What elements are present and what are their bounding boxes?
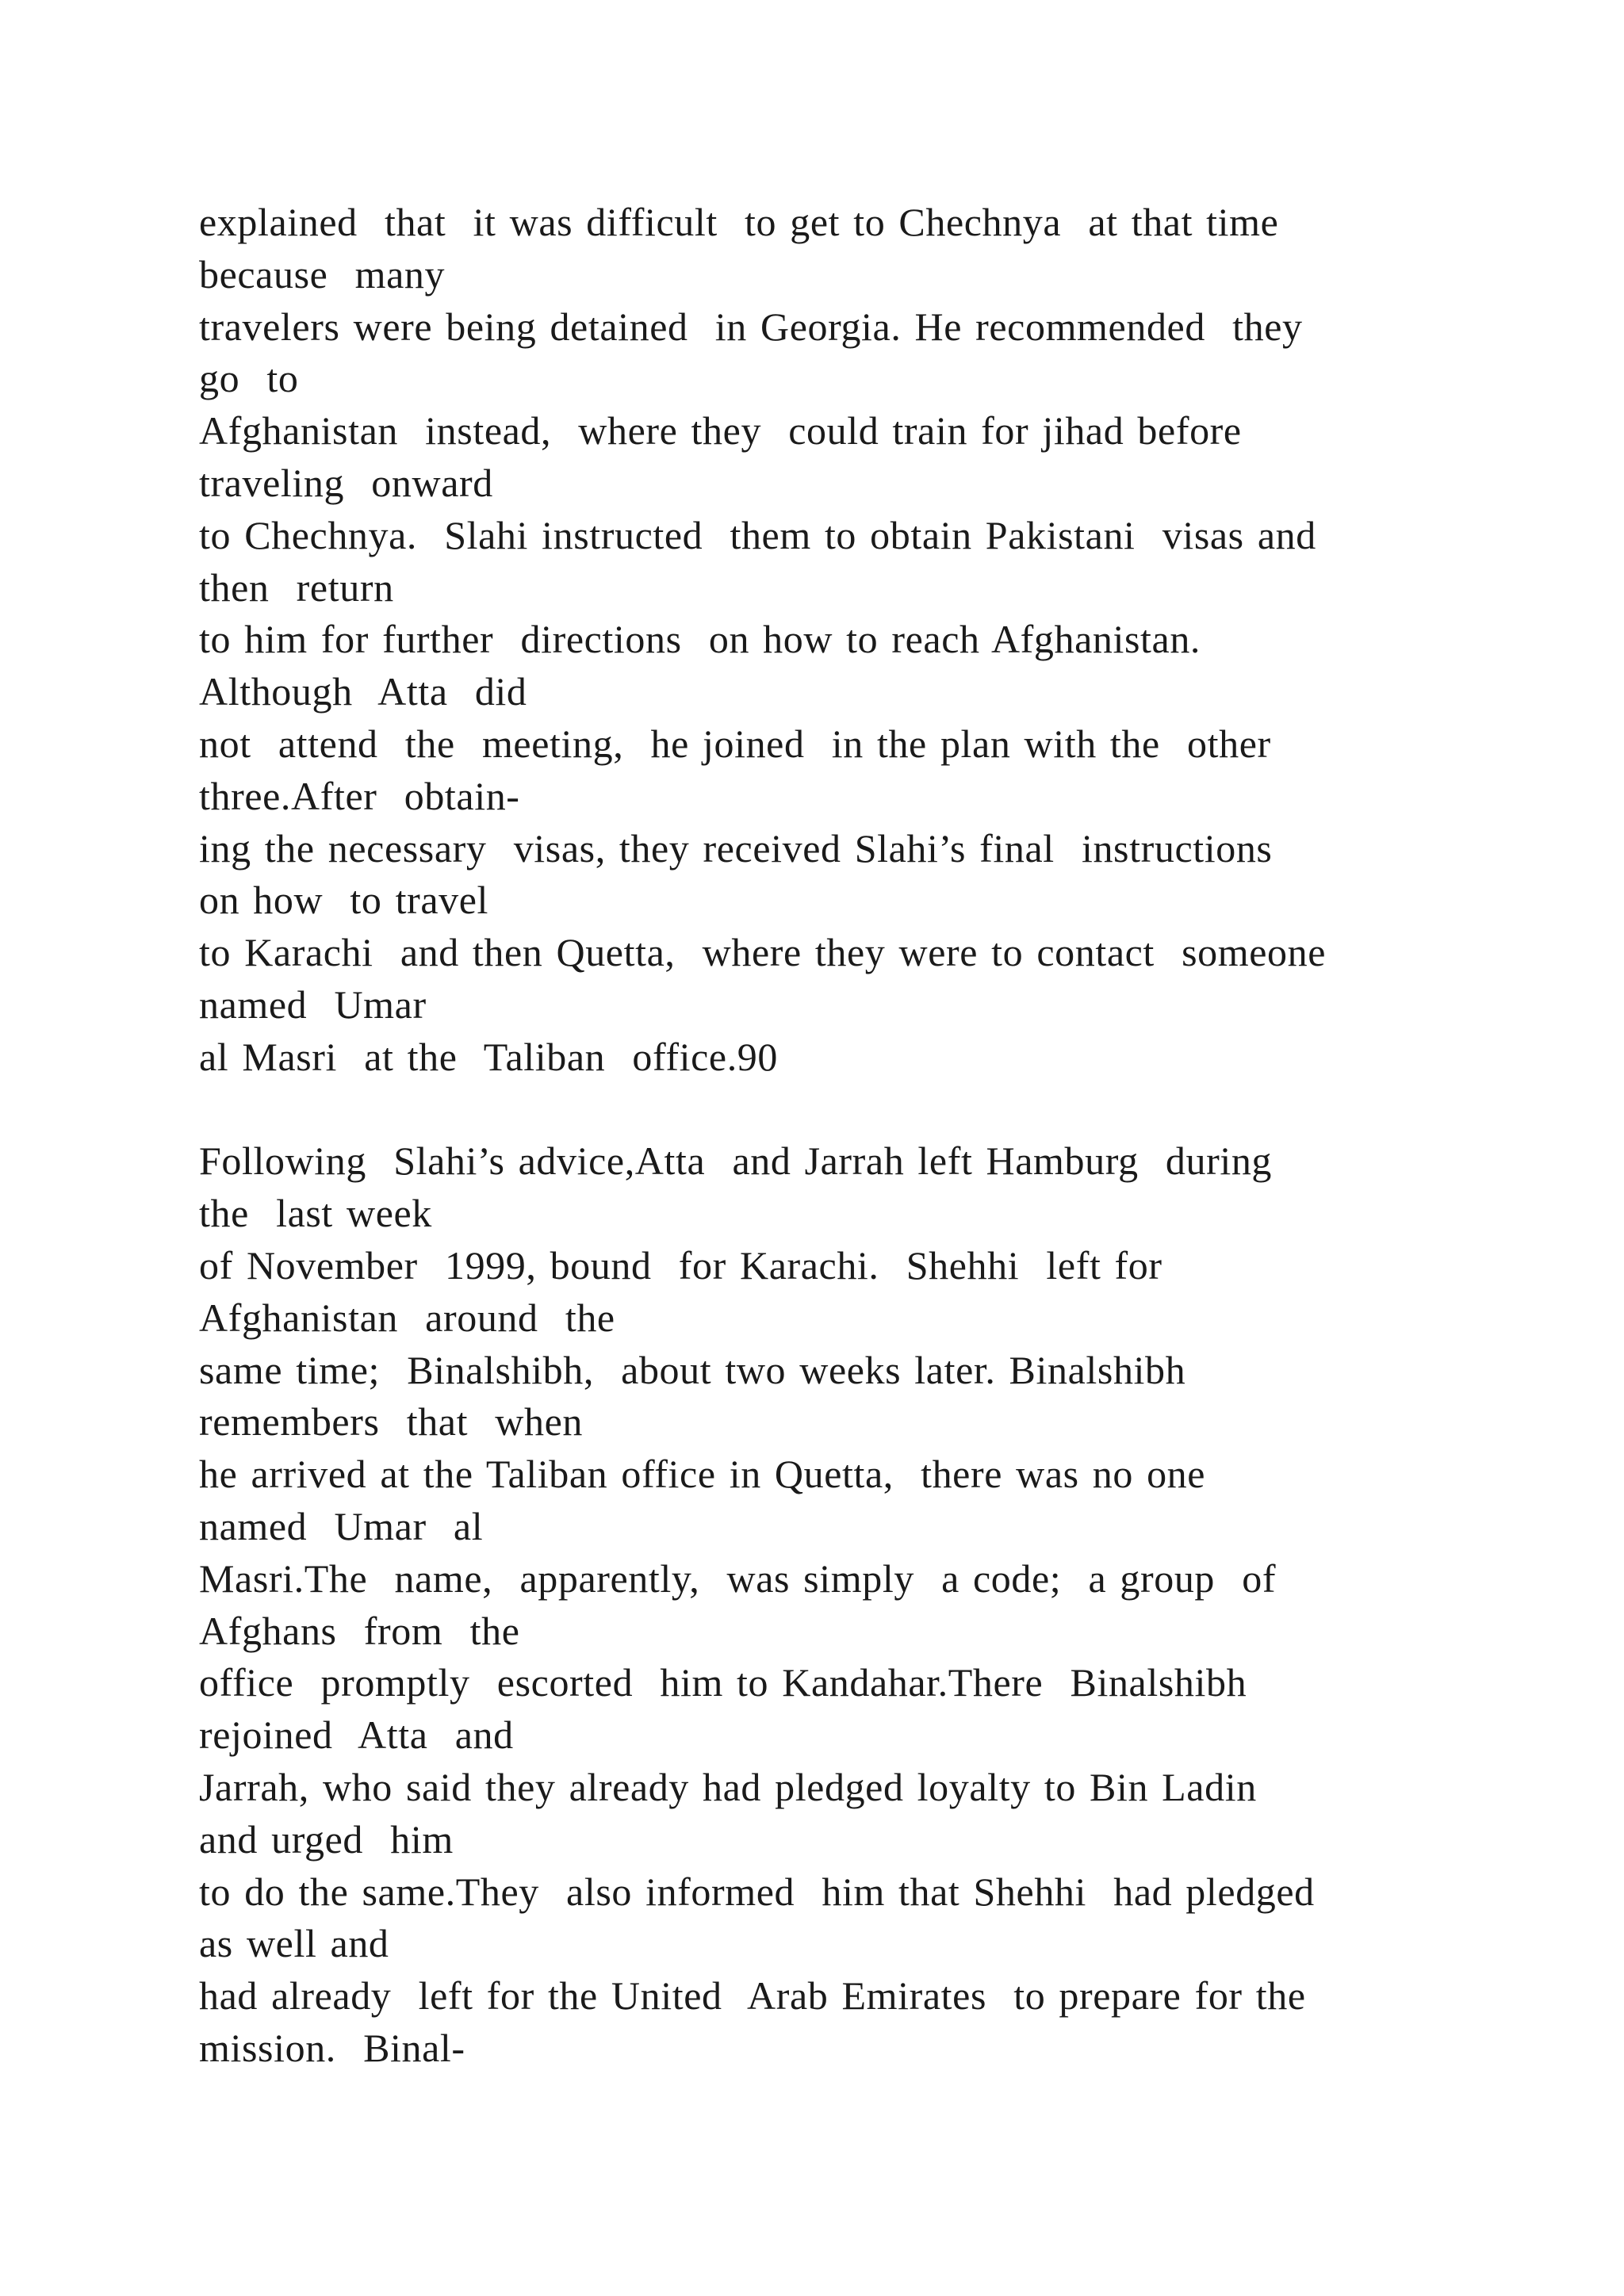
text-line: explained that it was difficult to get to Chechnya at that time <box>199 200 1279 244</box>
text-line: to him for further directions on how to reach Afghanistan. <box>199 617 1201 662</box>
text-line: ing the necessary visas, they received Slahi’s final instructions <box>199 825 1273 871</box>
text-line: of November 1999, bound for Karachi. Shehhi left for <box>199 1242 1162 1288</box>
text-line: the last week <box>199 1191 432 1236</box>
text-line: rejoined Atta and <box>199 1712 514 1758</box>
text-line: mission. Binal- <box>199 2025 465 2070</box>
text-line: on how to travel <box>199 878 489 923</box>
text-line: Afghanistan instead, where they could train for jihad before <box>199 408 1242 453</box>
text-line: Although Atta did <box>199 669 527 714</box>
text-line: Afghanistan around the <box>199 1295 615 1340</box>
text-line: to Chechnya. Slahi instructed them to obtain Pakistani visas and <box>199 512 1316 557</box>
text-line: because many <box>199 251 446 297</box>
text-line: travelers were being detained in Georgia. He recommended they <box>199 304 1303 349</box>
text-line: Masri.The name, apparently, was simply a code; a group of <box>199 1556 1277 1601</box>
text-line: remembers that when <box>199 1399 583 1445</box>
text-line: had already left for the United Arab Emirates to prepare for the <box>199 1973 1306 2019</box>
text-line: named Umar al <box>199 1503 484 1548</box>
text-line: and urged him <box>199 1816 454 1862</box>
paragraph-gap <box>199 1084 1500 1136</box>
body-text <box>199 197 1500 2075</box>
text-line: Afghans from the <box>199 1608 520 1653</box>
text-line: to do the same.They also informed him that Shehhi had pledged <box>199 1869 1315 1914</box>
paragraph <box>199 197 1500 1084</box>
text-line: Jarrah, who said they already had pledged loyalty to Bin Ladin <box>199 1764 1257 1809</box>
text-line: as well and <box>199 1921 389 1966</box>
text-line: traveling onward <box>199 460 493 505</box>
text-line: Following Slahi’s advice,Atta and Jarrah left Hamburg during <box>199 1138 1273 1184</box>
text-line: go to <box>199 356 299 401</box>
text-line: office promptly escorted him to Kandahar.There Binalshibh <box>199 1660 1247 1705</box>
text-line: al Masri at the Taliban office.90 <box>199 1034 778 1079</box>
text-line: same time; Binalshibh, about two weeks later. Binalshibh <box>199 1347 1186 1392</box>
paragraph <box>199 1135 1500 2074</box>
text-line: three.After obtain- <box>199 773 520 818</box>
text-line: not attend the meeting, he joined in the plan with the other <box>199 721 1271 766</box>
text-line: he arrived at the Taliban office in Quetta, there was no one <box>199 1452 1206 1497</box>
text-line: to Karachi and then Quetta, where they were to contact someone <box>199 930 1327 975</box>
text-line: named Umar <box>199 982 427 1027</box>
text-line: then return <box>199 564 394 610</box>
